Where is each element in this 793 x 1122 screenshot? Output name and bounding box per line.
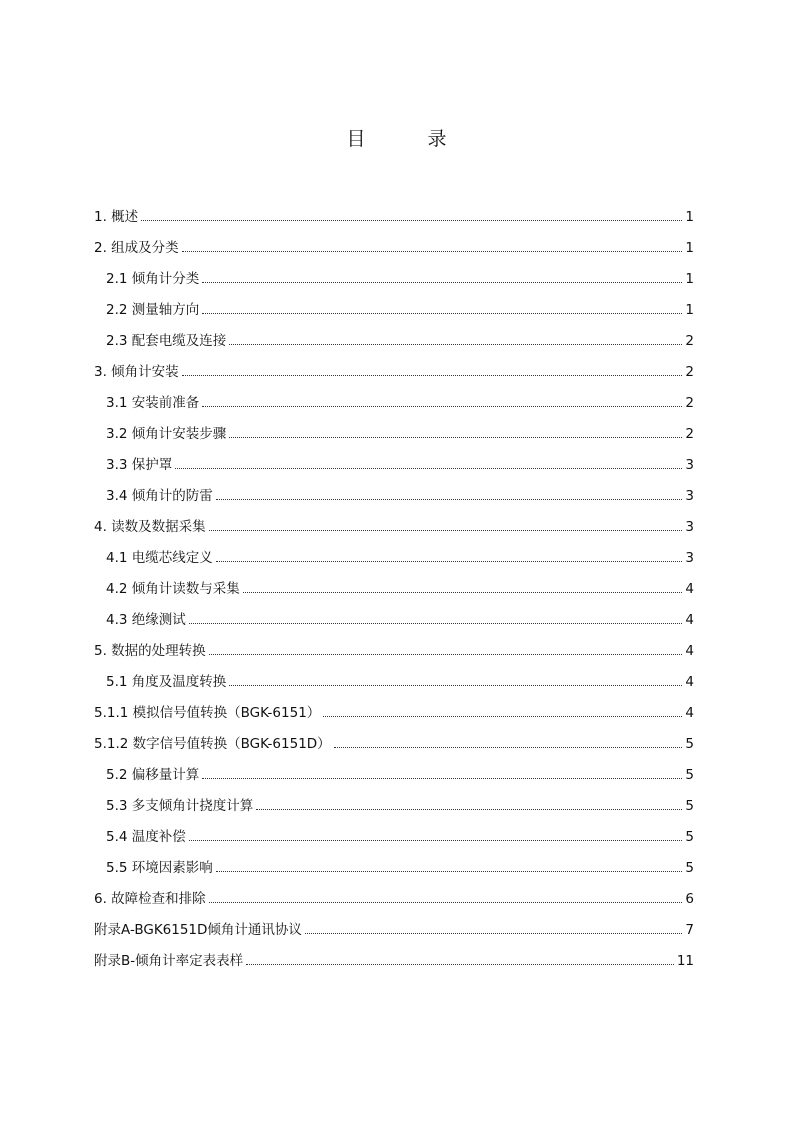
toc-entry[interactable] (94, 473, 694, 504)
toc-entry-page: 5 (685, 798, 694, 814)
toc-entry-page: 2 (685, 426, 694, 442)
toc-entry[interactable] (94, 225, 694, 256)
toc-entry-page: 4 (685, 705, 694, 721)
toc-entry-label: 5.1 角度及温度转换 (106, 674, 227, 690)
toc-leader-dots (246, 964, 674, 965)
toc-entry-label: 6. 故障检查和排除 (94, 891, 206, 907)
toc-leader-dots (202, 313, 682, 314)
toc-entry-page: 3 (685, 457, 694, 473)
toc-entry[interactable] (94, 783, 694, 814)
toc-entry[interactable] (94, 349, 694, 380)
toc-entry-page: 1 (685, 302, 694, 318)
toc-entry-label: 3.1 安装前准备 (106, 395, 200, 411)
toc-entry-page: 5 (685, 767, 694, 783)
toc-entry-label: 2.2 测量轴方向 (106, 302, 200, 318)
toc-entry-page: 1 (685, 240, 694, 256)
toc-leader-dots (175, 468, 682, 469)
toc-leader-dots (209, 902, 683, 903)
toc-entry[interactable] (94, 907, 694, 938)
toc-entry[interactable] (94, 256, 694, 287)
table-of-contents (94, 194, 694, 969)
toc-entry-label: 3. 倾角计安装 (94, 364, 179, 380)
toc-entry[interactable] (94, 659, 694, 690)
toc-entry-label: 2.3 配套电缆及连接 (106, 333, 227, 349)
toc-entry-label: 3.4 倾角计的防雷 (106, 488, 213, 504)
toc-entry-label: 1. 概述 (94, 209, 139, 225)
toc-leader-dots (189, 840, 683, 841)
toc-entry-page: 3 (685, 519, 694, 535)
toc-entry[interactable] (94, 194, 694, 225)
toc-leader-dots (305, 933, 682, 934)
toc-entry-page: 1 (685, 209, 694, 225)
toc-entry-page: 4 (685, 674, 694, 690)
toc-entry-page: 11 (676, 953, 694, 969)
toc-entry[interactable] (94, 597, 694, 628)
toc-leader-dots (323, 716, 682, 717)
toc-entry-label: 5.1.2 数字信号值转换（BGK-6151D） (94, 736, 331, 752)
toc-leader-dots (189, 623, 683, 624)
toc-entry-page: 2 (685, 333, 694, 349)
toc-entry[interactable] (94, 876, 694, 907)
toc-entry-label: 5.2 偏移量计算 (106, 767, 200, 783)
toc-leader-dots (216, 499, 683, 500)
toc-leader-dots (229, 685, 682, 686)
toc-entry[interactable] (94, 287, 694, 318)
toc-leader-dots (216, 871, 683, 872)
toc-entry[interactable] (94, 442, 694, 473)
toc-entry-page: 5 (685, 736, 694, 752)
toc-leader-dots (182, 251, 683, 252)
toc-entry-label: 5.5 环境因素影响 (106, 860, 213, 876)
toc-entry[interactable] (94, 535, 694, 566)
toc-leader-dots (209, 654, 683, 655)
toc-entry-label: 附录A-BGK6151D倾角计通讯协议 (94, 922, 302, 938)
toc-entry-page: 7 (685, 922, 694, 938)
toc-entry-page: 1 (685, 271, 694, 287)
toc-entry-label: 5. 数据的处理转换 (94, 643, 206, 659)
toc-entry-label: 2.1 倾角计分类 (106, 271, 200, 287)
page-title: 目 录 (346, 128, 475, 150)
toc-leader-dots (256, 809, 682, 810)
toc-entry-page: 5 (685, 860, 694, 876)
toc-leader-dots (202, 282, 682, 283)
toc-leader-dots (229, 344, 682, 345)
toc-leader-dots (334, 747, 683, 748)
toc-entry-label: 附录B-倾角计率定表表样 (94, 953, 244, 969)
toc-entry-page: 2 (685, 364, 694, 380)
toc-entry[interactable] (94, 690, 694, 721)
toc-leader-dots (243, 592, 683, 593)
toc-entry[interactable] (94, 752, 694, 783)
toc-entry[interactable] (94, 845, 694, 876)
toc-entry[interactable] (94, 938, 694, 969)
toc-entry[interactable] (94, 566, 694, 597)
toc-leader-dots (202, 406, 682, 407)
toc-entry[interactable] (94, 318, 694, 349)
toc-entry-label: 2. 组成及分类 (94, 240, 179, 256)
toc-leader-dots (229, 437, 682, 438)
toc-entry[interactable] (94, 504, 694, 535)
toc-entry-label: 4.1 电缆芯线定义 (106, 550, 213, 566)
toc-leader-dots (216, 561, 683, 562)
toc-leader-dots (209, 530, 683, 531)
toc-entry-label: 4.2 倾角计读数与采集 (106, 581, 240, 597)
toc-entry[interactable] (94, 411, 694, 442)
toc-entry[interactable] (94, 380, 694, 411)
toc-entry-page: 4 (685, 643, 694, 659)
toc-entry-label: 5.1.1 模拟信号值转换（BGK-6151） (94, 705, 321, 721)
toc-entry-page: 2 (685, 395, 694, 411)
toc-entry-label: 3.3 保护罩 (106, 457, 173, 473)
toc-entry-label: 5.4 温度补偿 (106, 829, 186, 845)
toc-leader-dots (202, 778, 682, 779)
toc-entry-label: 3.2 倾角计安装步骤 (106, 426, 227, 442)
toc-entry-label: 5.3 多支倾角计挠度计算 (106, 798, 254, 814)
toc-leader-dots (182, 375, 683, 376)
toc-entry[interactable] (94, 628, 694, 659)
toc-entry-page: 3 (685, 550, 694, 566)
toc-entry[interactable] (94, 721, 694, 752)
toc-entry-page: 5 (685, 829, 694, 845)
toc-entry-label: 4. 读数及数据采集 (94, 519, 206, 535)
toc-leader-dots (141, 220, 682, 221)
toc-entry[interactable] (94, 814, 694, 845)
toc-entry-page: 3 (685, 488, 694, 504)
toc-entry-page: 4 (685, 581, 694, 597)
toc-entry-page: 6 (685, 891, 694, 907)
toc-entry-page: 4 (685, 612, 694, 628)
toc-entry-label: 4.3 绝缘测试 (106, 612, 186, 628)
